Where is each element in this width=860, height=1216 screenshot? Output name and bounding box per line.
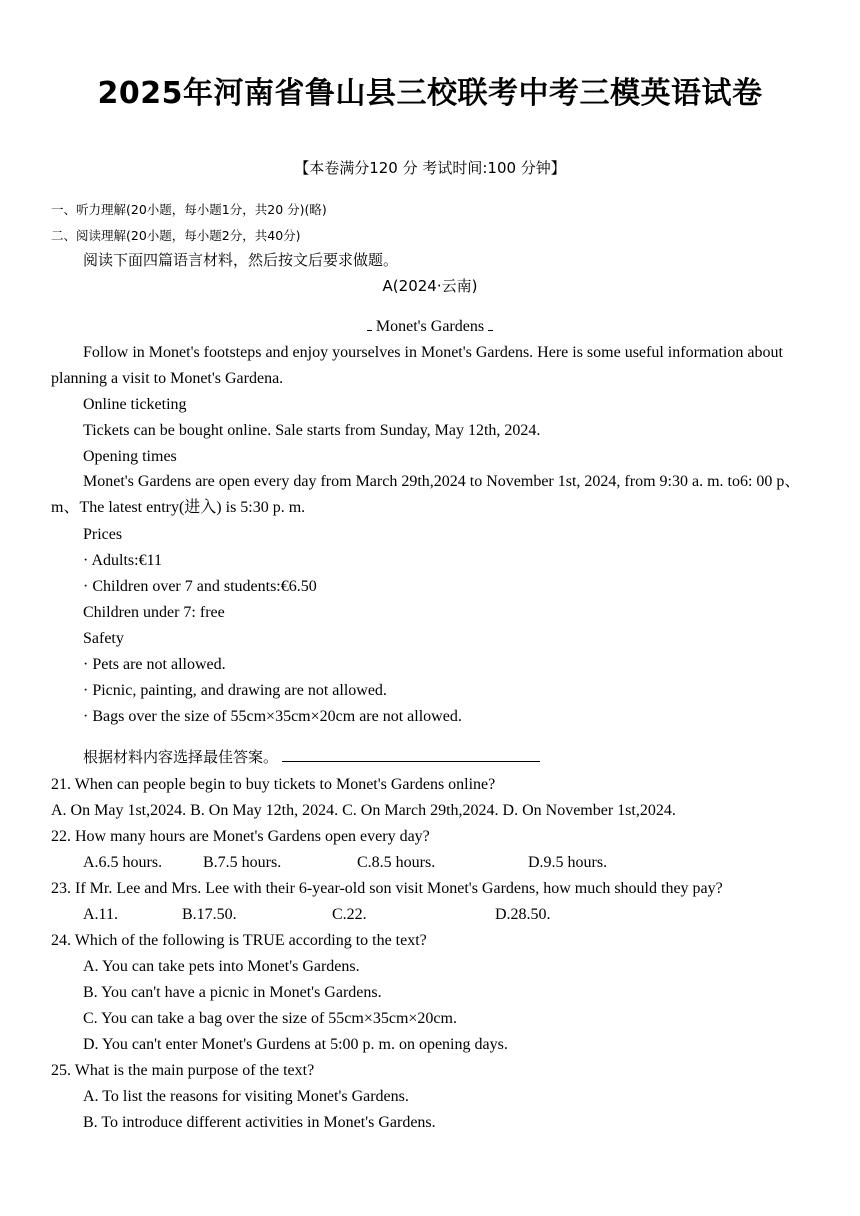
passage-label: A(2024·云南) <box>382 277 478 295</box>
price-adults: · Adults:€11 <box>83 552 162 569</box>
q23-option-a: A.11. <box>83 906 118 923</box>
opening-heading: Opening times <box>83 448 177 465</box>
price-under-7: Children under 7: free <box>83 604 225 621</box>
q22-option-a: A.6.5 hours. <box>83 854 163 871</box>
underline-mark <box>488 320 493 331</box>
safety-rule-picnic: · Picnic, painting, and drawing are not allowed. <box>83 682 387 699</box>
safety-rule-bags: · Bags over the size of 55cm×35cm×20cm are not allowed. <box>83 708 462 725</box>
reading-instruction: 阅读下面四篇语言材料，然后按文后要求做题。 <box>83 251 399 269</box>
q24-option-d: D. You can't enter Monet's Gurdens at 5:00 p. m. on opening days. <box>83 1036 508 1053</box>
exam-title: 2025年河南省鲁山县三校联考中考三模英语试卷 <box>97 76 763 111</box>
answer-blank <box>282 747 540 762</box>
q24-option-a: A. You can take pets into Monet's Gardens. <box>83 958 360 975</box>
q23-option-d: D.28.50. <box>495 906 551 923</box>
q23-option-b: B.17.50. <box>182 906 237 923</box>
safety-rule-pets: · Pets are not allowed. <box>83 656 226 673</box>
question-21: 21. When can people begin to buy tickets to Monet's Gardens online? <box>51 776 496 793</box>
question-23: 23. If Mr. Lee and Mrs. Lee with their 6-year-old son visit Monet's Gardens, how much should they pay? <box>51 880 723 897</box>
exam-info: 【本卷满分120 分 考试时间:100 分钟】 <box>294 159 566 177</box>
online-heading: Online ticketing <box>83 396 187 413</box>
section-listening: 一、听力理解(20小题，每小题1分，共20 分)(略) <box>51 202 327 217</box>
passage-intro: Follow in Monet's footsteps and enjoy yourselves in Monet's Gardens. Here is some useful information about planning a visit to Monet's Gardena. <box>51 344 783 387</box>
q23-option-c: C.22. <box>332 906 367 923</box>
price-children: · Children over 7 and students:€6.50 <box>83 578 317 595</box>
q25-option-a: A. To list the reasons for visiting Monet's Gardens. <box>83 1088 409 1105</box>
opening-text: Monet's Gardens are open every day from March 29th,2024 to November 1st, 2024, from 9:30 a. m. to6: 00 p、m、The latest entry(进入) is 5:30 p. m. <box>51 473 801 516</box>
q22-option-c: C.8.5 hours. <box>357 854 436 871</box>
question-21-options: A. On May 1st,2024. B. On May 12th, 2024. C. On March 29th,2024. D. On November 1st,2024. <box>51 802 676 819</box>
safety-heading: Safety <box>83 630 124 647</box>
underline-mark <box>367 320 372 331</box>
q25-option-b: B. To introduce different activities in Monet's Gardens. <box>83 1114 436 1131</box>
q22-option-b: B.7.5 hours. <box>203 854 282 871</box>
section-reading: 二、阅读理解(20小题，每小题2分，共40分) <box>51 228 301 243</box>
choose-instruction: 根据材料内容选择最佳答案。 <box>83 748 279 766</box>
q24-option-c: C. You can take a bag over the size of 55cm×35cm×20cm. <box>83 1010 457 1027</box>
q24-option-b: B. You can't have a picnic in Monet's Gardens. <box>83 984 382 1001</box>
question-25: 25. What is the main purpose of the text? <box>51 1062 315 1079</box>
question-22: 22. How many hours are Monet's Gardens open every day? <box>51 828 430 845</box>
online-text: Tickets can be bought online. Sale starts from Sunday, May 12th, 2024. <box>83 422 541 439</box>
q22-option-d: D.9.5 hours. <box>528 854 608 871</box>
passage-title: Monet's Gardens <box>375 318 485 335</box>
choose-instruction-line <box>83 747 540 768</box>
question-24: 24. Which of the following is TRUE according to the text? <box>51 932 427 949</box>
passage-title-line <box>0 317 860 337</box>
prices-heading: Prices <box>83 526 123 543</box>
